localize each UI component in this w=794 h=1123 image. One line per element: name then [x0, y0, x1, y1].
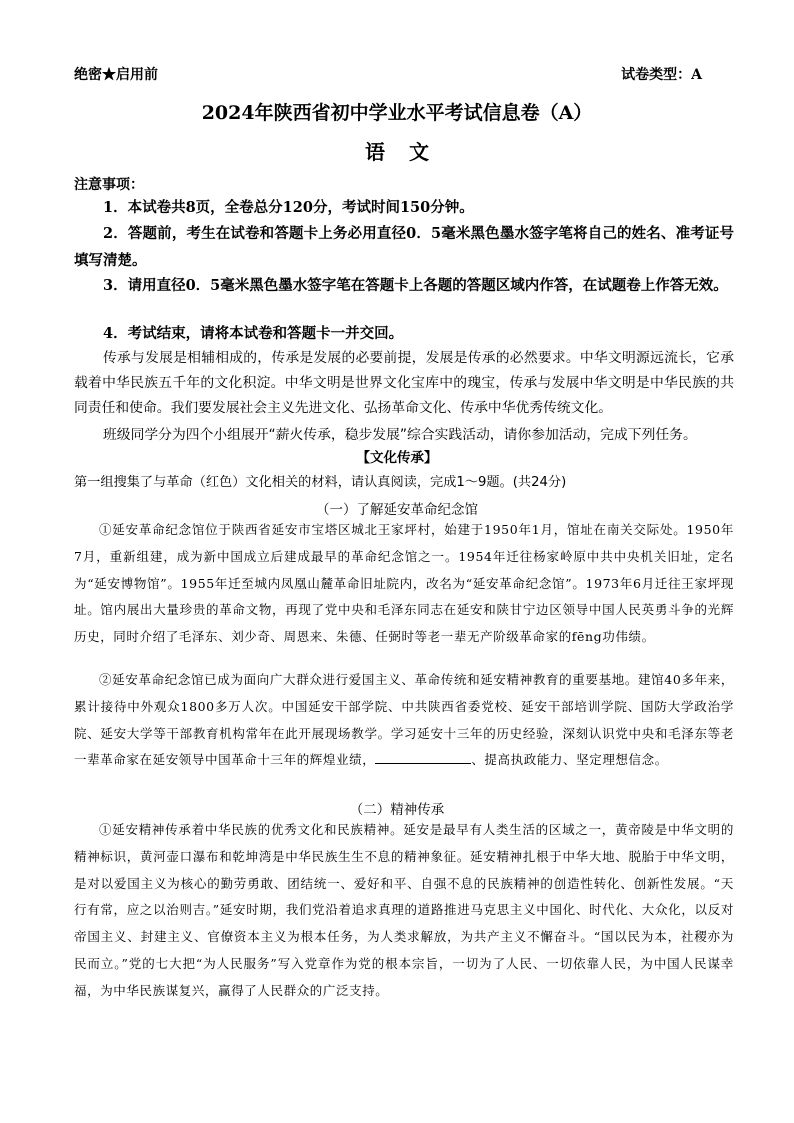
part1-heading: （一）了解延安革命纪念馆	[316, 502, 478, 518]
part2-paragraph-1: ①延安精神传承着中华民族的优秀文化和民族精神。延安是最早有人类生活的区域之一，黄帝陵是中华文明的精神标识，黄河壶口瀑布和乾坤湾是中华民族生生不息的精神象征。延安精神扎根于中华大地、脱胎于中华文明，是对以爱国主义为核心的勤劳勇敢、团结统一、爱好和平、自强不息的民族精神的创造性转化、创新性发展。“天行有常，应之以治则吉。”延安时期，我们党沿着追求真理的道路推进马克思主义中国化、时代化、大众化，以反对帝国主义、封建主义、官僚资本主义为根本任务，为人类求解放，为共产主义不懈奋斗。“国以民为本，社稷亦为民而立。”党的七大把“为人民服务”写入党章作为党的根本宗旨，一切为了人民、一切依靠人民，为中国人民谋幸福，为中华民族谋复兴，赢得了人民群众的广泛支持。	[74, 822, 734, 998]
notice-item-2: 2．答题前，考生在试卷和答题卡上务必用直径0．5毫米黑色墨水签字笔将自己的姓名、准考证号填写清楚。	[74, 225, 734, 269]
part1-paragraph-2-tail: 、提高执政能力、坚定理想信念。	[471, 752, 668, 768]
answer-blank[interactable]	[375, 751, 471, 764]
part1-paragraph-2	[74, 667, 734, 774]
part1-paragraph-1: ①延安革命纪念馆位于陕西省延安市宝塔区城北王家坪村，始建于1950年1月，馆址在南关交际处。1950年7月，重新组建，成为新中国成立后建成最早的革命纪念馆之一。1954年迁往杨家岭原中共中央机关旧址，定名为“延安博物馆”。1955年迁至城内凤凰山麓革命旧址院内，改名为“延安革命纪念馆”。1973年6月迁往王家坪现址。馆内展出大量珍贵的革命文物，再现了党中央和毛泽东同志在延安和陕甘宁边区领导中国人民英勇斗争的光辉历史，同时介绍了毛泽东、刘少奇、周恩来、朱德、任弼时等老一辈无产阶级革命家的fēng功伟绩。	[74, 522, 734, 645]
part2-heading: （二）精神传承	[349, 802, 445, 818]
section-heading: 【文化传承】	[356, 450, 438, 466]
confidential-label: 绝密★启用前	[74, 67, 158, 83]
notice-item-4: 4．考试结束，请将本试卷和答题卡一并交回。	[103, 325, 404, 342]
part1-paragraph-2-text: ②延安革命纪念馆已成为面向广大群众进行爱国主义、革命传统和延安精神教育的重要基地。建馆40多年来，累计接待中外观众1800多万人次。中国延安干部学院、中共陕西省委党校、延安干部培训学院、国防大学政治学院、延安大学等干部教育机构常年在此开展现场教学。学习延安十三年的历史经验，深刻认识党中央和毛泽东等老一辈革命家在延安领导中国革命十三年的辉煌业绩，	[74, 672, 734, 768]
notice-item-3: 3．请用直径0．5毫米黑色墨水签字笔在答题卡上各题的答题区域内作答，在试题卷上作答无效。	[103, 277, 728, 294]
intro-paragraph: 传承与发展是相辅相成的，传承是发展的必要前提，发展是传承的必然要求。中华文明源远流长，它承载着中华民族五千年的文化积淀。中华文明是世界文化宝库中的瑰宝，传承与发展中华文明是中华民族的共同责任和使命。我们要发展社会主义先进文化、弘扬革命文化、传承中华优秀传统文化。	[74, 350, 734, 416]
group-instruction: 第一组搜集了与革命（红色）文化相关的材料，请认真阅读，完成1～9题。(共24分)	[74, 475, 567, 490]
subject-title: 语文	[365, 140, 453, 164]
notice-heading: 注意事项：	[74, 177, 144, 193]
notice-item-1: 1．本试卷共8页，全卷总分120分，考试时间150分钟。	[103, 199, 474, 216]
exam-title: 2024年陕西省初中学业水平考试信息卷（A）	[201, 102, 593, 124]
paper-type-label: 试卷类型：A	[621, 67, 702, 83]
task-paragraph: 班级同学分为四个小组展开“薪火传承，稳步发展”综合实践活动，请你参加活动，完成下列任务。	[103, 427, 697, 443]
